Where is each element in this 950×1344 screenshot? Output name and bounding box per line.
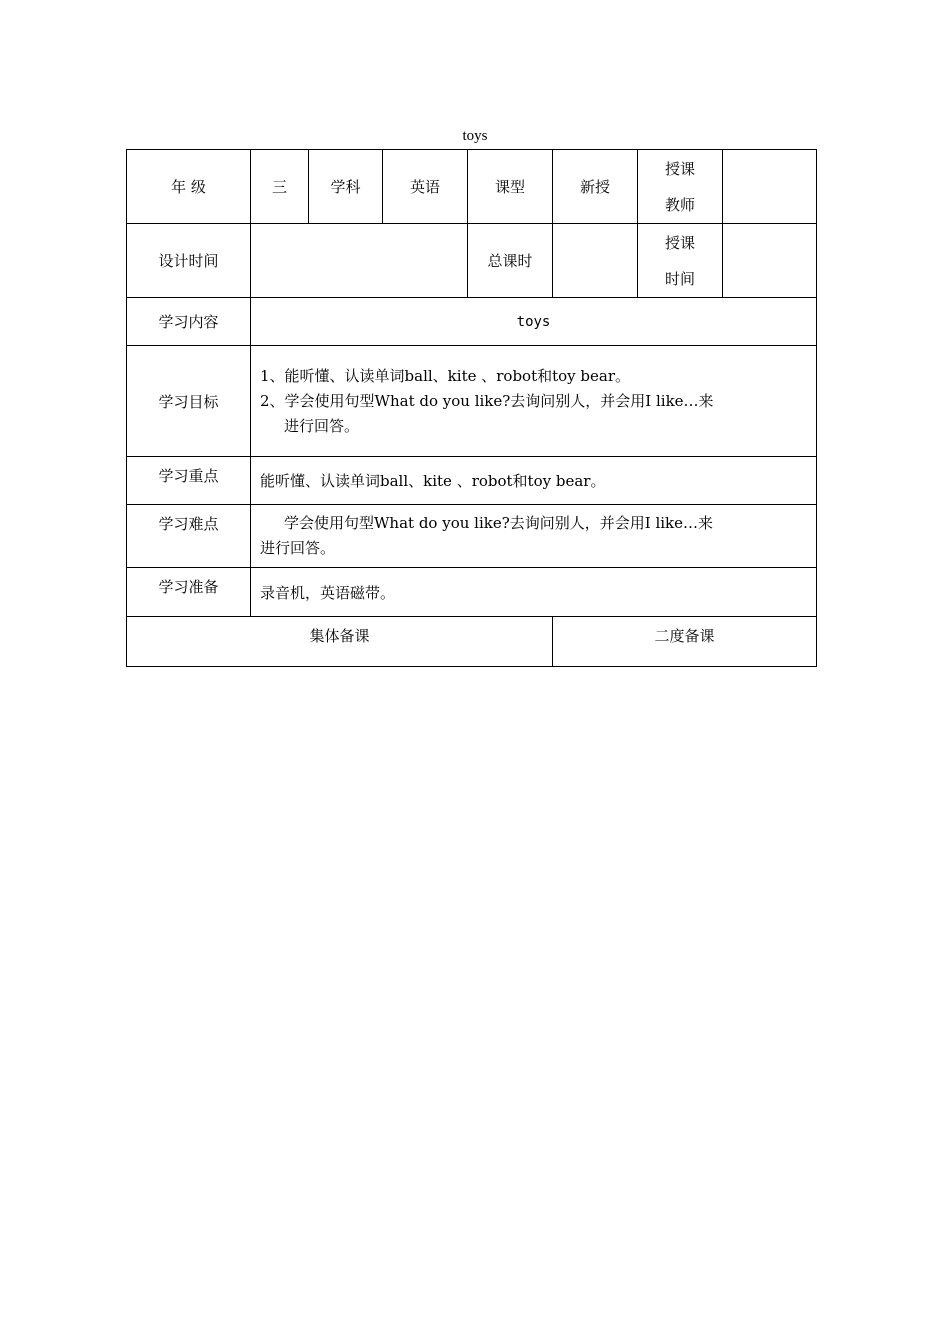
goals-line-1: 1、能听懂、认读单词ball、kite 、robot和toy bear。: [260, 366, 630, 385]
total-hours-value: [553, 224, 638, 298]
design-time-value: [251, 224, 468, 298]
preparation-value: 录音机，英语磁带。: [251, 568, 817, 617]
lesson-type-value: 新授: [553, 150, 638, 224]
key-points-label: 学习重点: [127, 457, 251, 505]
lesson-type-label: 课型: [468, 150, 553, 224]
design-time-label: 设计时间: [127, 224, 251, 298]
table-row-key-points: [127, 457, 817, 505]
table-row-preparation: [127, 568, 817, 617]
document-title: toys: [462, 128, 488, 144]
subject-label: 学科: [309, 150, 383, 224]
grade-value: 三: [251, 150, 309, 224]
teacher-value: [723, 150, 817, 224]
teacher-label-line1: 授课: [665, 159, 696, 178]
difficulty-label: 学习难点: [127, 505, 251, 568]
grade-label: 年 级: [127, 150, 251, 224]
content-value: toys: [251, 298, 817, 346]
table-row-content: [127, 298, 817, 346]
table-row-footer: [127, 617, 817, 667]
goals-label: 学习目标: [127, 346, 251, 457]
goals-line-2: 2、学会使用句型What do you like?去询问别人，并会用I like…来: [260, 391, 714, 410]
table-row-grade: [127, 150, 817, 224]
preparation-label: 学习准备: [127, 568, 251, 617]
lesson-plan-table: [126, 149, 817, 667]
teacher-label-line2: 教师: [665, 195, 696, 214]
difficulty-line-2: 进行回答。: [260, 539, 336, 557]
teach-time-label-line1: 授课: [665, 233, 696, 252]
teach-time-label-line2: 时间: [665, 269, 696, 288]
table-row-difficulty: [127, 505, 817, 568]
collective-prep-label: 集体备课: [127, 617, 553, 667]
table-row-goals: [127, 346, 817, 457]
goals-value: [251, 346, 817, 457]
key-points-value: 能听懂、认读单词ball、kite 、robot和toy bear。: [251, 457, 817, 505]
teach-time-value: [723, 224, 817, 298]
subject-value: 英语: [383, 150, 468, 224]
content-label: 学习内容: [127, 298, 251, 346]
teacher-label: [638, 150, 723, 224]
total-hours-label: 总课时: [468, 224, 553, 298]
teach-time-label: [638, 224, 723, 298]
table-row-design-time: [127, 224, 817, 298]
difficulty-line-1: 学会使用句型What do you like?去询问别人，并会用I like…来: [284, 514, 714, 532]
difficulty-value: [251, 505, 817, 568]
goals-line-3: 进行回答。: [284, 416, 360, 435]
second-prep-label: 二度备课: [553, 617, 817, 667]
